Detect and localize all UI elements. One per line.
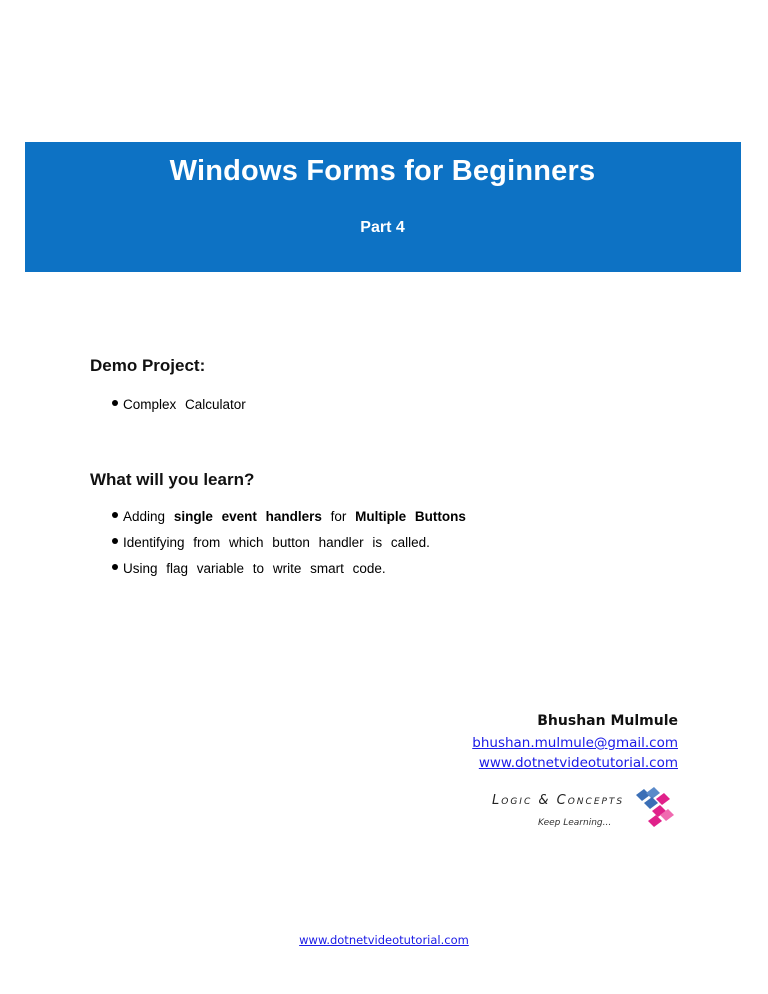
author-email-link[interactable]: bhushan.mulmule@gmail.com bbox=[472, 735, 678, 751]
learn-heading: What will you learn? bbox=[90, 470, 255, 489]
demo-project-heading: Demo Project: bbox=[90, 356, 206, 375]
author-website-link[interactable]: www.dotnetvideotutorial.com bbox=[478, 755, 678, 771]
list-item-text: Using flag variable to write smart code. bbox=[123, 561, 386, 576]
document-part: Part 4 bbox=[360, 219, 405, 236]
logic-concepts-logo bbox=[490, 783, 680, 833]
footer-website-link[interactable]: www.dotnetvideotutorial.com bbox=[299, 933, 469, 947]
list-item-text: Adding bbox=[123, 509, 166, 524]
logo-text: Logic & Concepts bbox=[492, 793, 625, 808]
logo-tagline: Keep Learning... bbox=[538, 818, 612, 828]
list-item-bold-text: single event handlers bbox=[173, 509, 322, 524]
list-item bbox=[90, 396, 246, 422]
demo-project-list bbox=[90, 396, 246, 422]
list-item-bold-text: Multiple Buttons bbox=[355, 509, 466, 524]
author-name: Bhushan Mulmule bbox=[537, 713, 678, 729]
list-item bbox=[90, 508, 466, 534]
bullet-icon bbox=[112, 400, 118, 406]
list-item-text: Identifying from which button handler is called. bbox=[123, 535, 430, 550]
list-item-text: for bbox=[330, 509, 347, 524]
list-item bbox=[90, 534, 466, 560]
document-title: Windows Forms for Beginners bbox=[169, 155, 596, 187]
bullet-icon bbox=[112, 538, 118, 544]
list-item-text: Complex Calculator bbox=[123, 397, 246, 412]
learn-list bbox=[90, 508, 466, 586]
bullet-icon bbox=[112, 564, 118, 570]
logo-tiles-icon bbox=[630, 785, 676, 831]
list-item bbox=[90, 560, 466, 586]
bullet-icon bbox=[112, 512, 118, 518]
